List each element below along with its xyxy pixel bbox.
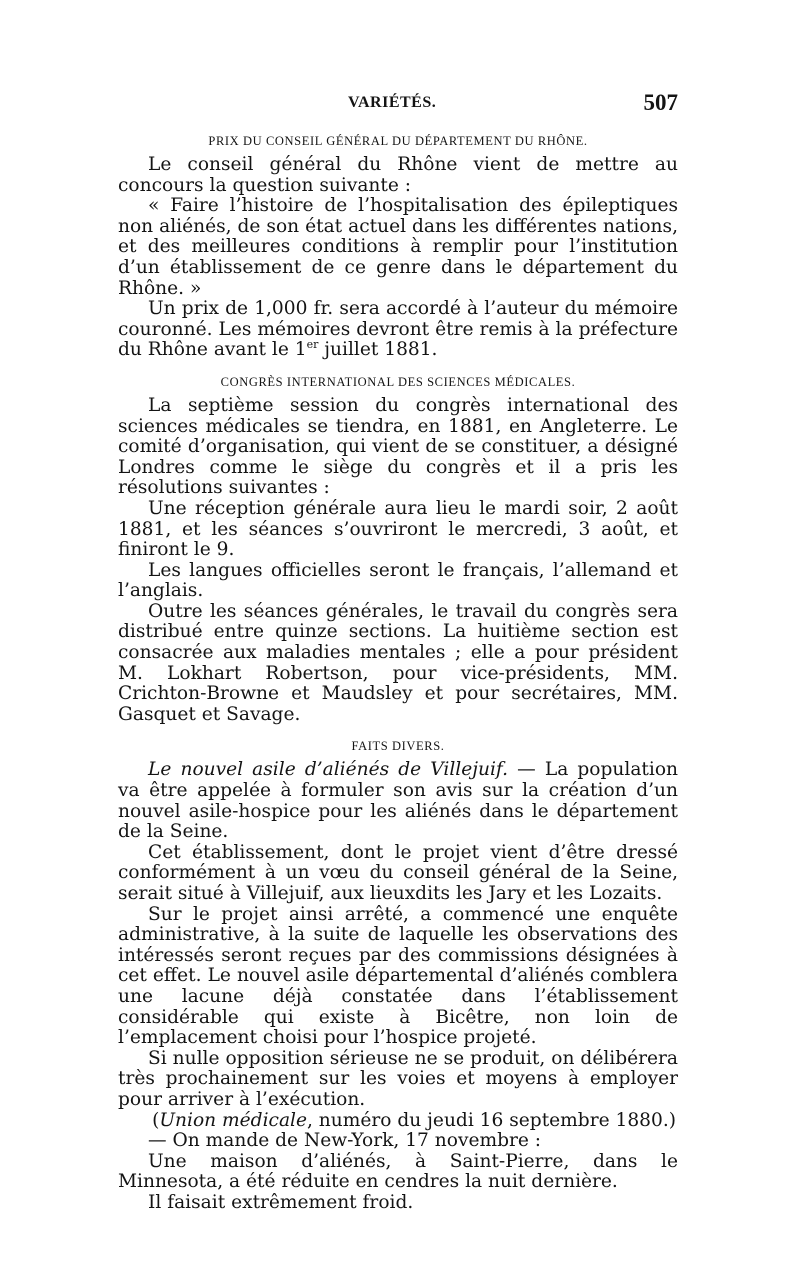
news-heading: FAITS DIVERS.	[351, 739, 445, 754]
citation-open: (	[152, 1109, 160, 1131]
citation-rest: , numéro du jeudi 16 septembre 1880.)	[306, 1109, 676, 1131]
news-lead-paragraph	[118, 760, 678, 842]
congress-section	[118, 375, 678, 726]
book-page	[118, 92, 678, 1214]
prize-paragraph-1: Le conseil général du Rhône vient de mettre au concours la question suivante :	[118, 154, 678, 196]
news-paragraph-1: Cet établissement, dont le projet vient d’être dressé conformément à un vœu du conseil général de la Seine, serait situé à Villejuif, aux lieuxdits les Jary et les Lozaits.	[118, 841, 678, 904]
prize-section	[118, 134, 678, 361]
news-final-paragraph-1: — On mande de New-York, 17 novembre :	[148, 1130, 542, 1152]
page-number: 507	[643, 90, 678, 115]
news-final-paragraph-3: Il faisait extrêmement froid.	[148, 1191, 414, 1213]
prize-paragraph-2: « Faire l’histoire de l’hospitalisation des épileptiques non aliénés, de son état actuel dans les différentes nations, et des meilleures conditions à remplir pour l’institution d’un établissement de ce genre dans le département du Rhône. »	[118, 195, 678, 299]
prize-paragraph-3-end: juillet 1881.	[318, 339, 438, 361]
prize-paragraph-3	[118, 299, 678, 361]
congress-paragraph-4: Outre les séances générales, le travail du congrès sera distribué entre quinze sections. La huitième section est consacrée aux maladies mentales ; elle a pour président M. Lokhart Robertson, pour vice-présidents, MM. Crichton-Browne et Maudsley et pour secrétaires, MM. Gasquet et Savage.	[118, 600, 678, 725]
news-lead-title: Le nouvel asile d’aliénés de Villejuif.	[148, 759, 509, 781]
news-paragraph-2: Sur le projet ainsi arrêté, a commencé une enquête administrative, à la suite de laquelle les observations des intéressés seront reçues par des commissions désignées à cet effet. Le nouvel asile départemental d’aliénés comblera une lacune déjà constatée dans l’établissement considérable qui existe à Bicêtre, non loin de l’emplacement choisi pour l’hospice projeté.	[118, 903, 678, 1049]
news-citation	[118, 1111, 678, 1132]
prize-heading: PRIX DU CONSEIL GÉNÉRAL DU DÉPARTEMENT DU RHÔNE.	[208, 134, 588, 148]
running-head	[118, 92, 678, 120]
news-paragraph-3: Si nulle opposition sérieuse ne se produit, on délibérera très prochainement sur les voies et moyens à employer pour arriver à l’exécution.	[118, 1047, 678, 1110]
congress-paragraph-3: Les langues officielles seront le français, l’allemand et l’anglais.	[118, 559, 678, 602]
news-lead-text: — La population va être appelée à formuler son avis sur la création d’un nouvel asile-hospice pour les aliénés dans le département de la Seine.	[118, 759, 678, 843]
ordinal-superscript: er	[306, 338, 319, 352]
prize-paragraph-3-text: Un prix de 1,000 fr. sera accordé à l’auteur du mémoire couronné. Les mémoires devront être remis à la préfecture du Rhône avant le 1	[118, 298, 678, 361]
congress-paragraph-1: La septième session du congrès international des sciences médicales se tiendra, en 1881, en Angleterre. Le comité d’organisation, qui vient de se constituer, a désigné Londres comme le siège du congrès et il a pris les résolutions suivantes :	[118, 394, 678, 499]
congress-heading: CONGRÈS INTERNATIONAL DES SCIENCES MÉDICALES.	[220, 374, 576, 389]
news-section	[118, 739, 678, 1213]
running-title: VARIÉTÉS.	[348, 94, 437, 111]
news-final-paragraph-2: Une maison d’aliénés, à Saint-Pierre, dans le Minnesota, a été réduite en cendres la nuit dernière.	[118, 1150, 678, 1193]
citation-source: Union médicale	[159, 1109, 307, 1131]
congress-paragraph-2: Une réception générale aura lieu le mardi soir, 2 août 1881, et les séances s’ouvriront le mercredi, 3 août, et finiront le 9.	[118, 497, 678, 561]
